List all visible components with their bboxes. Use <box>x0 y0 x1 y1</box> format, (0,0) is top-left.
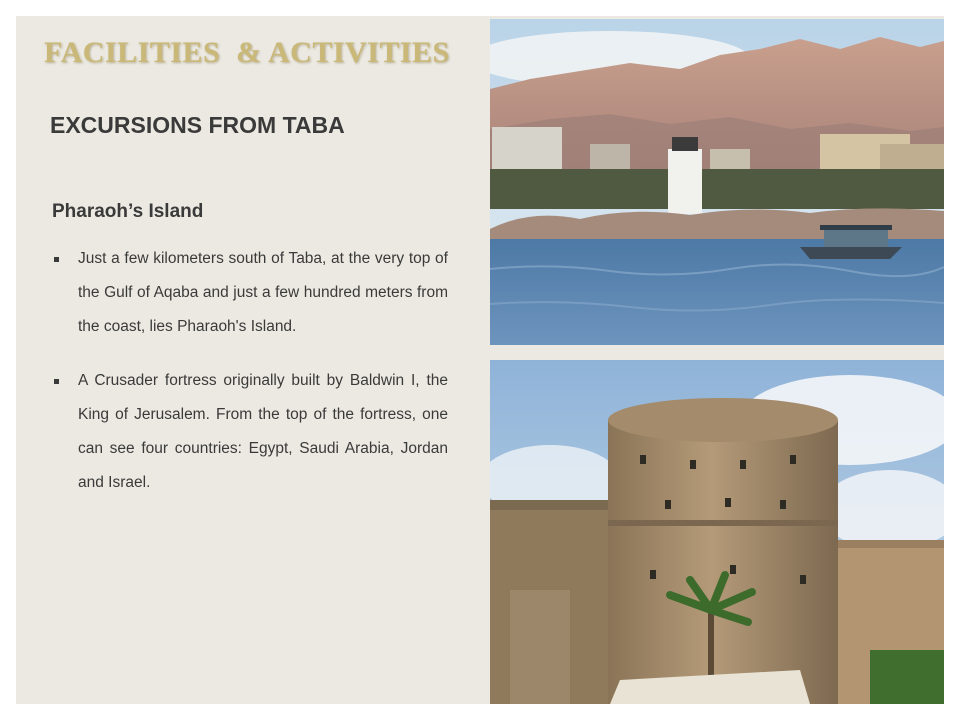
fortress-photo <box>490 360 944 704</box>
subtitle: Pharaoh’s Island <box>52 201 204 222</box>
bullet-text: Just a few kilometers south of Taba, at the very top of the Gulf of Aqaba and just a few hundred meters from the coast, lies Pharaoh's Island. <box>78 250 448 335</box>
bullet-text: A Crusader fortress originally built by Baldwin I, the King of Jerusalem. From the top of the fortress, one can see four countries: Egypt, Saudi Arabia, Jordan and Israel. <box>78 372 448 491</box>
banner-title: FACILITIES & ACTIVITIES <box>44 36 450 69</box>
slide <box>16 16 944 704</box>
square-bullet-icon <box>54 379 59 384</box>
harbor-photo <box>490 19 944 345</box>
bullet-item <box>52 364 448 500</box>
harbor-image <box>490 19 944 345</box>
section-title: EXCURSIONS FROM TABA <box>50 112 345 138</box>
bullet-item <box>52 242 448 344</box>
bullet-list <box>52 242 448 520</box>
fortress-image <box>490 360 944 704</box>
square-bullet-icon <box>54 257 59 262</box>
